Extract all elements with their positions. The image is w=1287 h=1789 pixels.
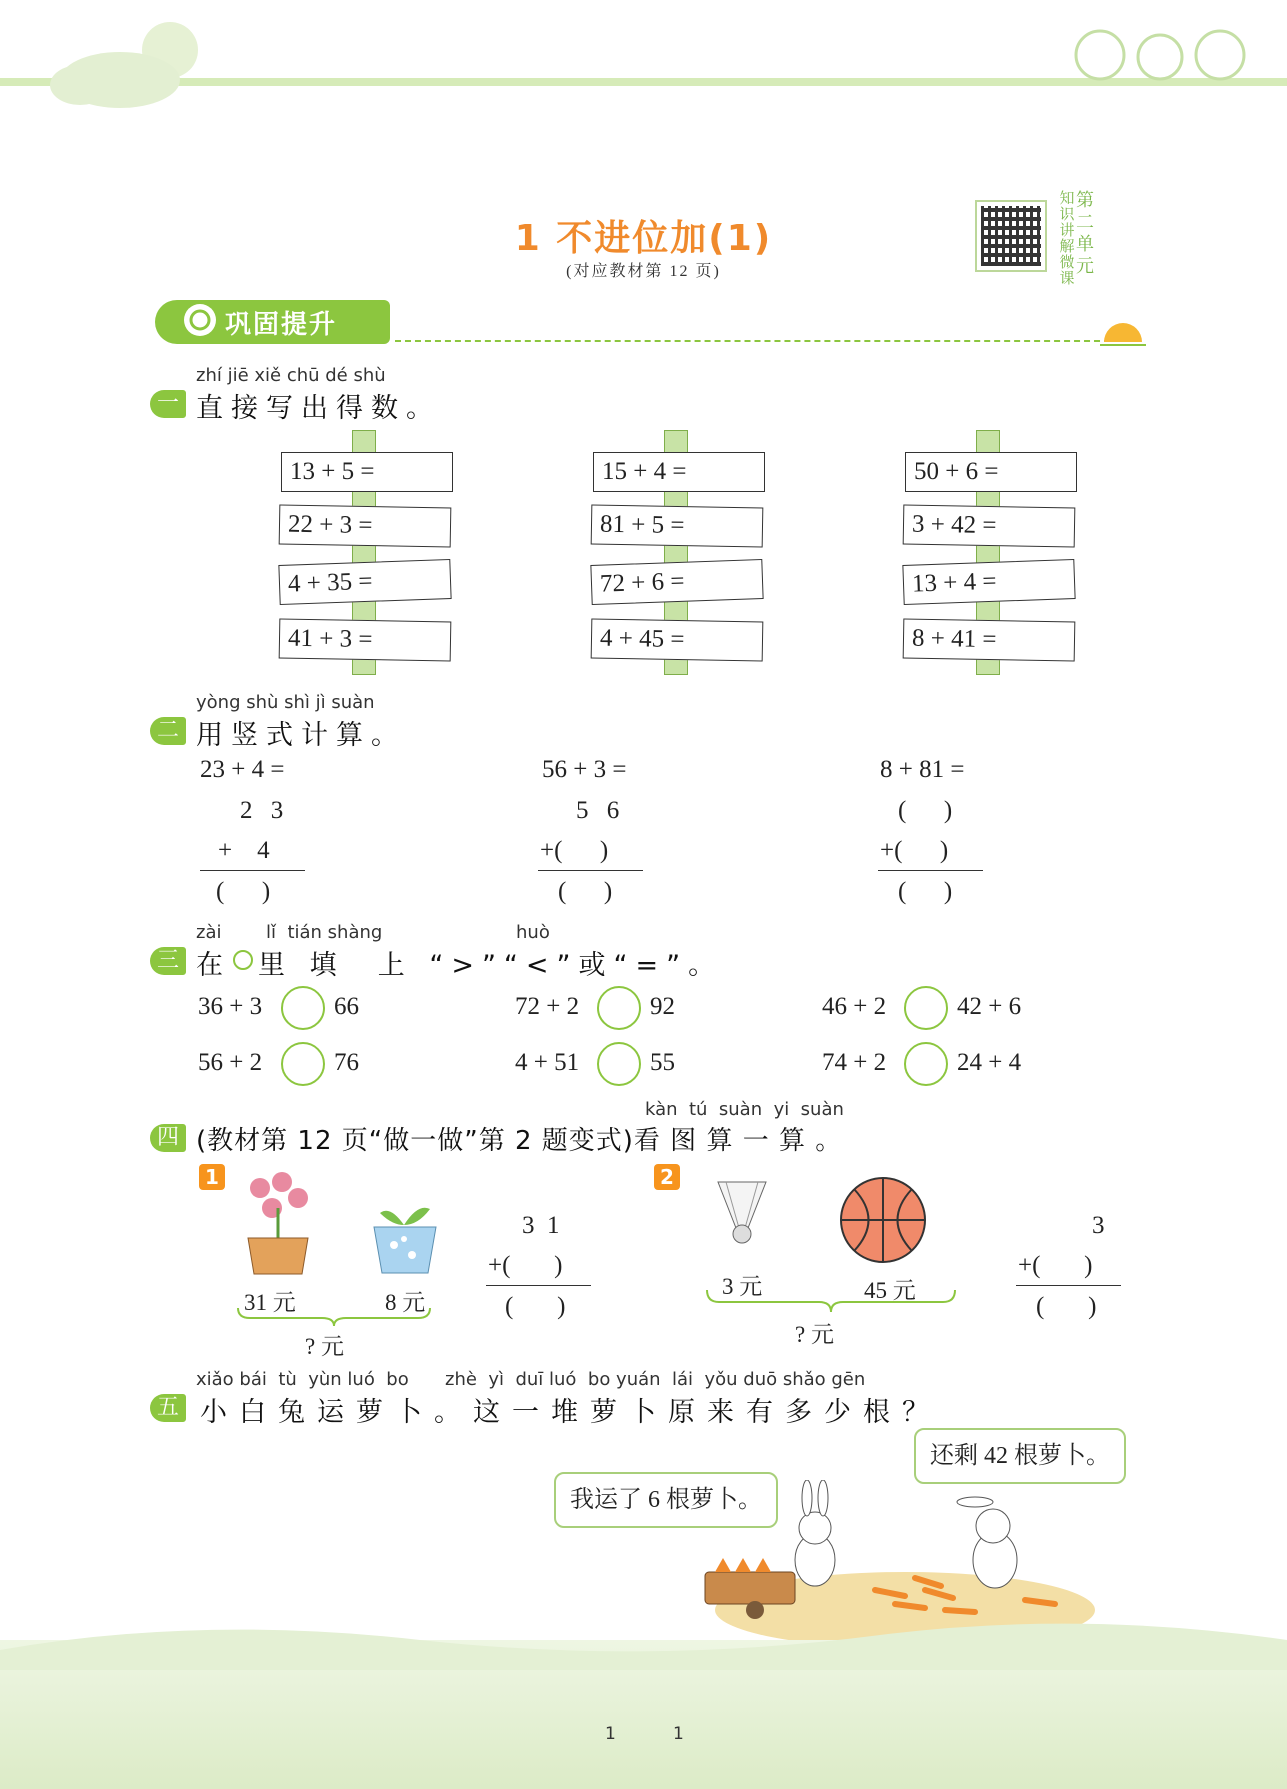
problem-badge: 2 <box>654 1164 680 1190</box>
price-label: 8 元 <box>385 1290 426 1315</box>
q5-number: 五 <box>150 1394 186 1422</box>
compare-right: 66 <box>334 993 359 1020</box>
sign-problem: 41 + 3 = <box>279 619 452 662</box>
sun-icon <box>1100 318 1146 348</box>
q4-question: (教材第 12 页“做一做”第 2 题变式)看 图 算 一 算 。 <box>196 1126 843 1156</box>
potted-sprout-icon <box>370 1195 440 1275</box>
q4-pinyin: kàn tú suàn yi suàn <box>645 1099 844 1120</box>
q5-question: 小白兔运萝卜。这一堆萝卜原来有多少根？ <box>200 1397 941 1428</box>
snail-icon <box>178 298 222 342</box>
sign-problem: 8 + 41 = <box>903 619 1076 662</box>
q3-number: 三 <box>150 947 186 975</box>
sign-problem: 13 + 4 = <box>902 559 1075 605</box>
unit-char: 元 <box>1076 256 1094 277</box>
q3-question-a: 在 <box>196 950 231 981</box>
micro-char: 讲 <box>1059 221 1075 239</box>
micro-char: 解 <box>1059 237 1075 255</box>
vertical-top: 3 <box>1092 1212 1105 1239</box>
vertical-top: 3 1 <box>522 1212 560 1239</box>
page-title: 1 不进位加(1) <box>514 218 773 259</box>
q3-pinyin: zài <box>196 922 222 943</box>
animal-faces-icon <box>1060 15 1260 85</box>
flower-pot-icon <box>238 1168 318 1278</box>
hills-icon <box>0 1610 1287 1670</box>
micro-char: 微 <box>1059 253 1075 271</box>
vertical-result[interactable]: ( ) <box>558 878 613 905</box>
q5-pinyin: xiǎo bái tù yùn luó bo <box>196 1369 409 1390</box>
brace-icon <box>705 1288 957 1314</box>
vertical-result[interactable]: ( ) <box>1036 1293 1097 1320</box>
page-number: 1 <box>605 1724 616 1744</box>
compare-circle[interactable] <box>281 986 325 1030</box>
compare-left: 4 + 51 <box>515 1049 580 1076</box>
q5-pinyin: zhè yì duī luó bo yuán lái yǒu duō shǎo gēn <box>445 1369 866 1390</box>
vertical-top: 2 3 <box>240 797 290 824</box>
qr-code[interactable] <box>975 200 1047 272</box>
vertical-add[interactable]: +( ) <box>488 1252 563 1279</box>
vertical-result[interactable]: ( ) <box>898 878 953 905</box>
vertical-eq: 23 + 4 = <box>200 756 285 783</box>
sign-problem: 81 + 5 = <box>591 505 764 548</box>
sign-problem: 72 + 6 = <box>590 559 763 605</box>
compare-right: 92 <box>650 993 675 1020</box>
q2-pinyin: yòng shù shì jì suàn <box>196 692 375 713</box>
sign-problem: 13 + 5 = <box>281 452 453 492</box>
vertical-top: 5 6 <box>576 797 626 824</box>
price-label: 31 元 <box>244 1290 296 1315</box>
q1-number: 一 <box>150 390 186 418</box>
vertical-result[interactable]: ( ) <box>505 1293 566 1320</box>
price-label: 3 元 <box>722 1274 763 1299</box>
page-subtitle: (对应教材第 12 页) <box>566 263 721 280</box>
vertical-rule <box>200 870 305 871</box>
unit-char: 单 <box>1076 234 1094 255</box>
unit-char: 二 <box>1076 212 1094 233</box>
sign-problem: 4 + 35 = <box>278 559 451 605</box>
vertical-top[interactable]: ( ) <box>898 797 953 824</box>
vertical-add: + 4 <box>218 837 270 864</box>
q2-question: 用竖式计算。 <box>196 720 406 751</box>
vertical-rule <box>1016 1285 1121 1286</box>
vertical-eq: 56 + 3 = <box>542 756 627 783</box>
compare-left: 46 + 2 <box>822 993 887 1020</box>
brace-icon <box>236 1306 432 1328</box>
compare-left: 74 + 2 <box>822 1049 887 1076</box>
compare-left: 56 + 2 <box>198 1049 263 1076</box>
speech-bubble-right: 还剩 42 根萝卜。 <box>914 1428 1126 1484</box>
compare-left: 72 + 2 <box>515 993 580 1020</box>
micro-char: 知 <box>1059 189 1075 207</box>
compare-circle[interactable] <box>904 986 948 1030</box>
q2-number: 二 <box>150 717 186 745</box>
q1-pinyin: zhí jiē xiě chū dé shù <box>196 365 386 386</box>
speech-bubble-left: 我运了 6 根萝卜。 <box>554 1472 778 1528</box>
compare-right: 55 <box>650 1049 675 1076</box>
sign-problem: 4 + 45 = <box>591 619 764 662</box>
compare-circle[interactable] <box>597 986 641 1030</box>
vertical-add[interactable]: +( ) <box>880 837 949 864</box>
sign-problem: 22 + 3 = <box>279 505 452 548</box>
vertical-eq: 8 + 81 = <box>880 756 965 783</box>
problem-badge: 1 <box>199 1164 225 1190</box>
q3-pinyin: lǐ tián shàng <box>266 922 383 943</box>
basketball-icon <box>838 1175 928 1265</box>
circle-symbol-icon <box>233 950 253 970</box>
vertical-add[interactable]: +( ) <box>540 837 609 864</box>
section-divider <box>395 340 1110 342</box>
vertical-rule <box>486 1285 591 1286</box>
compare-circle[interactable] <box>281 1042 325 1086</box>
cloud-sun-icon <box>20 5 210 115</box>
vertical-rule <box>538 870 643 871</box>
unit-char: 第 <box>1076 190 1094 211</box>
compare-circle[interactable] <box>904 1042 948 1086</box>
q1-question: 直接写出得数。 <box>196 393 441 424</box>
micro-char: 课 <box>1059 269 1075 287</box>
price-label: 45 元 <box>864 1278 916 1303</box>
page-number: 1 <box>673 1724 684 1744</box>
compare-right: 42 + 6 <box>957 993 1022 1020</box>
compare-right: 76 <box>334 1049 359 1076</box>
q3-question-b: 里 填 上 “>”“<”或“=”。 <box>258 950 724 981</box>
vertical-rule <box>878 870 983 871</box>
sign-problem: 50 + 6 = <box>905 452 1077 492</box>
shuttlecock-icon <box>712 1178 772 1248</box>
micro-char: 识 <box>1059 205 1075 223</box>
sign-problem: 15 + 4 = <box>593 452 765 492</box>
vertical-add[interactable]: +( ) <box>1018 1252 1093 1279</box>
total-label: ? 元 <box>795 1322 834 1347</box>
compare-right: 24 + 4 <box>957 1049 1022 1076</box>
total-label: ? 元 <box>305 1334 344 1359</box>
sign-problem: 3 + 42 = <box>903 505 1076 548</box>
q3-pinyin: huò <box>516 922 550 943</box>
section-banner-text: 巩固提升 <box>225 310 338 340</box>
vertical-result[interactable]: ( ) <box>216 878 271 905</box>
q4-number: 四 <box>150 1124 186 1152</box>
compare-circle[interactable] <box>597 1042 641 1086</box>
compare-left: 36 + 3 <box>198 993 263 1020</box>
